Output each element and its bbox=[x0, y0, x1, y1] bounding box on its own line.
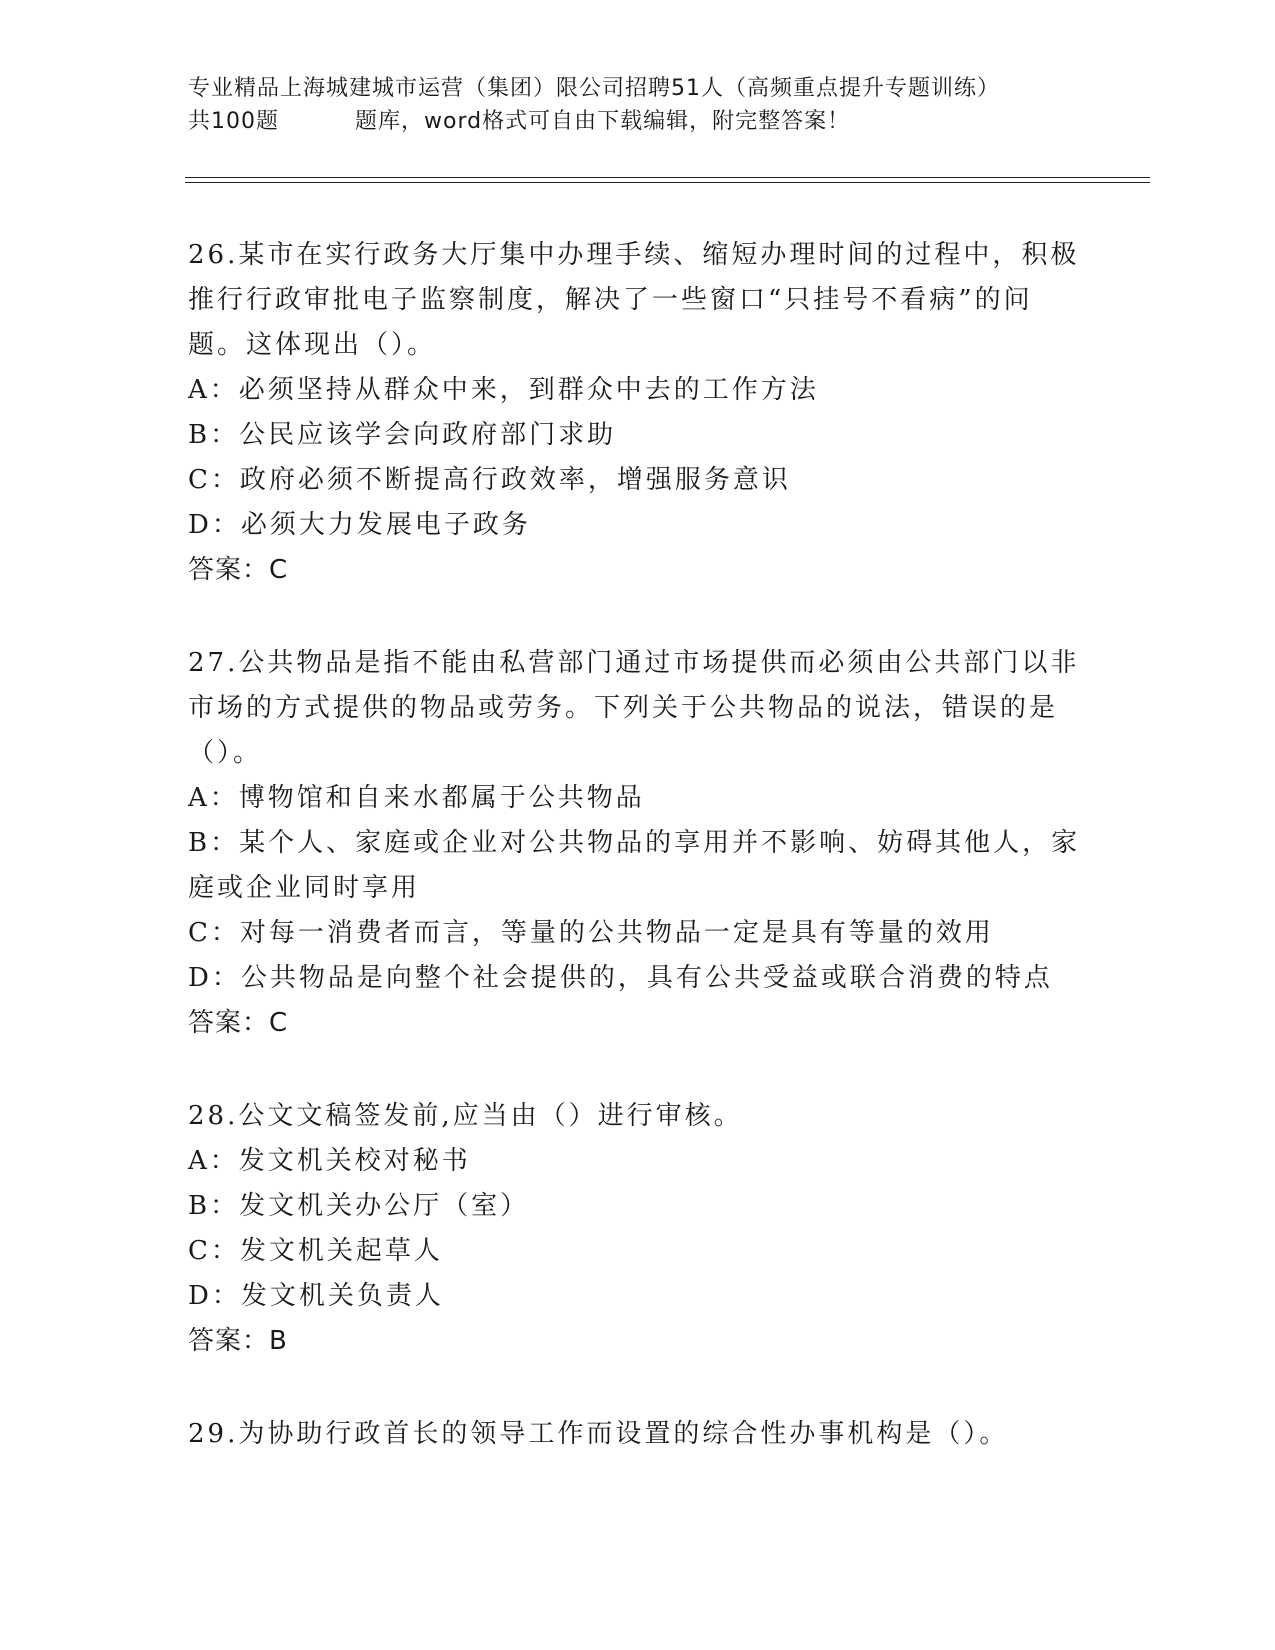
answer-label: 答案：C bbox=[188, 1008, 289, 1038]
option-b-continued: 庭或企业同时享用 bbox=[188, 873, 421, 903]
question-text-line: 26.某市在实行政务大厅集中办理手续、缩短办理时间的过程中，积极 bbox=[188, 240, 1080, 270]
question-text-line: 市场的方式提供的物品或劳务。下列关于公共物品的说法，错误的是 bbox=[188, 693, 1059, 723]
header-subtitle-line bbox=[188, 105, 1068, 138]
question-29 bbox=[188, 1412, 1088, 1457]
question-text-line: 27.公共物品是指不能由私营部门通过市场提供而必须由公共部门以非 bbox=[188, 648, 1080, 678]
option-a: A：发文机关校对秘书 bbox=[188, 1146, 471, 1176]
header-description: 题库，word格式可自由下载编辑，附完整答案！ bbox=[355, 109, 851, 134]
question-28 bbox=[188, 1094, 1088, 1364]
header-question-count: 共100题 bbox=[188, 109, 279, 134]
option-a: A：博物馆和自来水都属于公共物品 bbox=[188, 783, 645, 813]
question-26 bbox=[188, 233, 1088, 593]
option-c: C：政府必须不断提高行政效率，增强服务意识 bbox=[188, 465, 791, 495]
option-b: B：公民应该学会向政府部门求助 bbox=[188, 420, 617, 450]
option-a: A：必须坚持从群众中来，到群众中去的工作方法 bbox=[188, 375, 819, 405]
header-title-line: 专业精品上海城建城市运营（集团）限公司招聘51人（高频重点提升专题训练） bbox=[188, 76, 1000, 101]
option-d: D：必须大力发展电子政务 bbox=[188, 510, 531, 540]
question-list bbox=[188, 233, 1088, 1505]
option-d: D：公共物品是向整个社会提供的，具有公共受益或联合消费的特点 bbox=[188, 963, 1053, 993]
option-b: B：发文机关办公厅（室） bbox=[188, 1191, 530, 1221]
question-text-line: 28.公文文稿签发前,应当由（）进行审核。 bbox=[188, 1101, 743, 1131]
question-text-line: 推行行政审批电子监察制度，解决了一些窗口“只挂号不看病”的问 bbox=[188, 285, 1033, 315]
question-text-line: （）。 bbox=[188, 738, 263, 768]
answer-label: 答案：B bbox=[188, 1326, 288, 1356]
question-text-line: 题。这体现出（）。 bbox=[188, 330, 437, 360]
option-c: C：对每一消费者而言，等量的公共物品一定是具有等量的效用 bbox=[188, 918, 994, 948]
question-text-line: 29.为协助行政首长的领导工作而设置的综合性办事机构是（）。 bbox=[188, 1419, 1009, 1449]
document-header bbox=[188, 72, 1068, 138]
header-divider-bottom bbox=[185, 182, 1150, 183]
header-divider-top bbox=[185, 177, 1150, 178]
option-d: D：发文机关负责人 bbox=[188, 1281, 444, 1311]
question-27 bbox=[188, 641, 1088, 1046]
option-b: B：某个人、家庭或企业对公共物品的享用并不影响、妨碍其他人，家 bbox=[188, 828, 1081, 858]
answer-label: 答案：C bbox=[188, 555, 289, 585]
option-c: C：发文机关起草人 bbox=[188, 1236, 443, 1266]
